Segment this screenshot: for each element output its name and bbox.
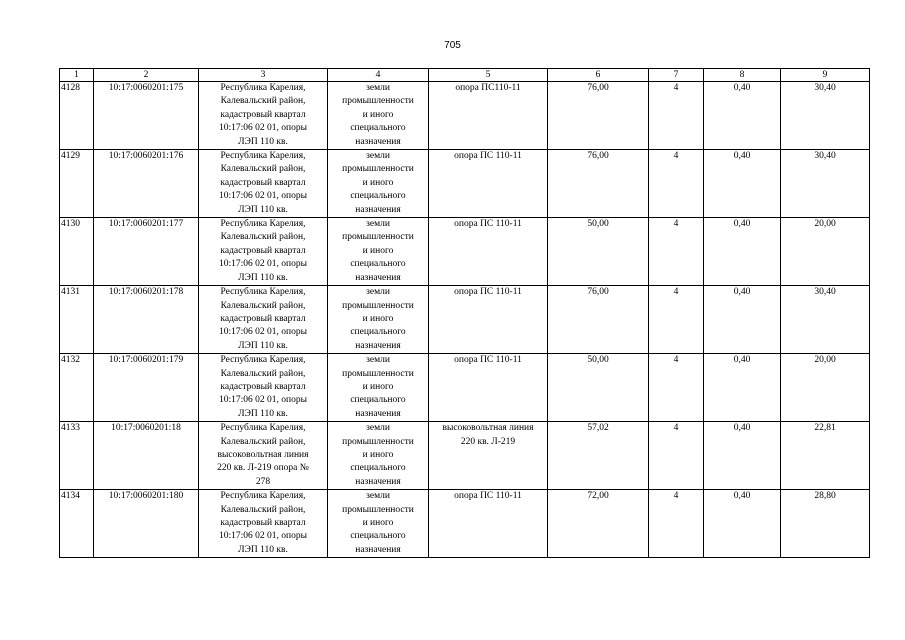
address-cell-line: Республика Карелия,: [220, 491, 306, 502]
land-category-cell-line: промышленности: [342, 368, 414, 379]
col7-cell: 4: [649, 286, 704, 354]
address-cell-line: 10:17:06 02 01, опоры: [219, 395, 307, 406]
land-category-cell-line: назначения: [355, 544, 401, 555]
table-row: [60, 150, 870, 218]
table-row: [60, 422, 870, 490]
area-cell: 50,00: [548, 354, 649, 422]
row-number-cell: 4132: [60, 354, 94, 422]
address-cell-line: ЛЭП 110 кв.: [238, 272, 288, 283]
object-cell-line: опора ПС 110-11: [454, 151, 522, 162]
address-cell-line: ЛЭП 110 кв.: [238, 340, 288, 351]
address-cell-line: высоковольтная линия: [217, 449, 309, 460]
land-category-cell-line: промышленности: [342, 164, 414, 175]
page-number: 705: [444, 40, 461, 51]
land-category-cell-line: промышленности: [342, 436, 414, 447]
address-cell-line: ЛЭП 110 кв.: [238, 204, 288, 215]
column-header: 7: [649, 69, 704, 82]
col7-cell: 4: [649, 150, 704, 218]
row-number-cell: 4131: [60, 286, 94, 354]
address-cell-line: Калевальский район,: [220, 368, 306, 379]
col8-cell: 0,40: [704, 286, 781, 354]
address-cell-line: Калевальский район,: [220, 232, 306, 243]
col7-cell: 4: [649, 354, 704, 422]
area-cell: 57,02: [548, 422, 649, 490]
cadastral-number-cell: 10:17:0060201:18: [94, 422, 199, 490]
address-cell-line: Калевальский район,: [220, 436, 306, 447]
col8-cell: 0,40: [704, 354, 781, 422]
table-row: [60, 286, 870, 354]
address-cell-line: 10:17:06 02 01, опоры: [219, 123, 307, 134]
land-category-cell-line: земли: [366, 151, 390, 162]
object-cell-line: 220 кв. Л-219: [460, 436, 516, 447]
col8-cell: 0,40: [704, 150, 781, 218]
address-cell-line: кадастровый квартал: [220, 518, 306, 528]
column-header: 4: [328, 69, 429, 82]
land-category-cell-line: земли: [366, 491, 390, 502]
column-header: 9: [781, 69, 870, 82]
col8-cell: 0,40: [704, 422, 781, 490]
address-cell-line: 220 кв. Л-219 опора №: [217, 463, 309, 474]
column-header: 2: [94, 69, 199, 82]
area-cell: 76,00: [548, 150, 649, 218]
address-cell-line: Калевальский район,: [220, 96, 306, 107]
land-category-cell-line: назначения: [355, 340, 401, 351]
land-category-cell-line: специального: [350, 395, 406, 406]
column-header: 1: [60, 69, 94, 82]
col8-cell: 0,40: [704, 82, 781, 150]
col7-cell: 4: [649, 490, 704, 558]
address-cell: [199, 218, 328, 286]
land-category-cell-line: специального: [350, 531, 406, 542]
land-category-cell-line: назначения: [355, 136, 401, 147]
column-header: 8: [704, 69, 781, 82]
address-cell-line: кадастровый квартал: [220, 313, 306, 324]
land-category-cell-line: назначения: [355, 476, 401, 487]
land-category-cell-line: и иного: [362, 177, 394, 188]
address-cell: [199, 286, 328, 354]
col8-cell: 0,40: [704, 490, 781, 558]
land-category-cell-line: специального: [350, 123, 406, 134]
address-cell-line: ЛЭП 110 кв.: [238, 136, 288, 147]
land-category-cell: [328, 422, 429, 490]
address-cell-line: 10:17:06 02 01, опоры: [219, 327, 307, 338]
land-category-cell-line: земли: [366, 219, 390, 230]
address-cell-line: Республика Карелия,: [220, 287, 306, 298]
object-cell-line: опора ПС 110-11: [454, 355, 522, 366]
area-cell: 76,00: [548, 286, 649, 354]
land-category-cell-line: назначения: [355, 272, 401, 283]
land-category-cell-line: земли: [366, 83, 390, 93]
cadastral-number-cell: 10:17:0060201:176: [94, 150, 199, 218]
object-cell-line: высоковольтная линия: [442, 423, 534, 434]
column-header: 5: [429, 69, 548, 82]
address-cell: [199, 82, 328, 150]
land-category-cell: [328, 218, 429, 286]
col7-cell: 4: [649, 82, 704, 150]
address-cell-line: Калевальский район,: [220, 164, 306, 175]
table-row: [60, 218, 870, 286]
land-category-cell-line: земли: [366, 287, 390, 298]
land-category-cell: [328, 354, 429, 422]
col7-cell: 4: [649, 218, 704, 286]
address-cell-line: кадастровый квартал: [220, 109, 306, 120]
address-cell: [199, 422, 328, 490]
land-category-cell: [328, 150, 429, 218]
area-cell: 72,00: [548, 490, 649, 558]
address-cell-line: кадастровый квартал: [220, 245, 306, 256]
object-cell-line: опора ПС 110-11: [454, 287, 522, 298]
object-cell: [429, 218, 548, 286]
cadastral-number-cell: 10:17:0060201:180: [94, 490, 199, 558]
land-category-cell-line: специального: [350, 191, 406, 202]
land-category-cell-line: назначения: [355, 204, 401, 215]
col9-cell: 28,80: [781, 490, 870, 558]
address-cell-line: кадастровый квартал: [220, 177, 306, 188]
row-number-cell: 4134: [60, 490, 94, 558]
land-category-cell: [328, 82, 429, 150]
col8-cell: 0,40: [704, 218, 781, 286]
land-category-cell-line: промышленности: [342, 232, 414, 243]
col9-cell: 30,40: [781, 82, 870, 150]
object-cell-line: опора ПС 110-11: [454, 219, 522, 230]
land-category-cell-line: земли: [366, 423, 390, 434]
row-number-cell: 4133: [60, 422, 94, 490]
land-category-cell-line: назначения: [355, 408, 401, 419]
cadastral-number-cell: 10:17:0060201:178: [94, 286, 199, 354]
address-cell-line: Республика Карелия,: [220, 355, 306, 366]
col7-cell: 4: [649, 422, 704, 490]
col9-cell: 20,00: [781, 218, 870, 286]
table-row: [60, 82, 870, 150]
land-category-cell: [328, 490, 429, 558]
column-number-row: [60, 69, 870, 82]
cadastral-number-cell: 10:17:0060201:177: [94, 218, 199, 286]
address-cell: [199, 354, 328, 422]
row-number-cell: 4130: [60, 218, 94, 286]
area-cell: 76,00: [548, 82, 649, 150]
object-cell: [429, 286, 548, 354]
object-cell-line: опора ПС110-11: [455, 83, 521, 93]
land-category-cell-line: промышленности: [342, 96, 414, 107]
table-body: [60, 82, 870, 558]
address-cell-line: 10:17:06 02 01, опоры: [219, 259, 307, 270]
address-cell-line: Калевальский район,: [220, 300, 306, 311]
land-category-cell-line: промышленности: [342, 300, 414, 311]
col9-cell: 20,00: [781, 354, 870, 422]
object-cell: [429, 150, 548, 218]
land-category-cell-line: и иного: [362, 381, 394, 392]
object-cell: [429, 422, 548, 490]
land-category-cell-line: специального: [350, 327, 406, 338]
land-category-cell-line: и иного: [362, 518, 394, 528]
address-cell: [199, 490, 328, 558]
address-cell-line: Калевальский район,: [220, 504, 306, 515]
col9-cell: 30,40: [781, 150, 870, 218]
address-cell-line: ЛЭП 110 кв.: [238, 544, 288, 555]
address-cell-line: кадастровый квартал: [220, 381, 306, 392]
col9-cell: 30,40: [781, 286, 870, 354]
address-cell-line: 278: [255, 476, 271, 487]
land-category-cell-line: земли: [366, 355, 390, 366]
address-cell-line: Республика Карелия,: [220, 151, 306, 162]
land-register-table: [59, 68, 870, 558]
address-cell-line: Республика Карелия,: [220, 423, 306, 434]
address-cell-line: 10:17:06 02 01, опоры: [219, 531, 307, 542]
object-cell-line: опора ПС 110-11: [454, 491, 522, 502]
column-header: 3: [199, 69, 328, 82]
object-cell: [429, 82, 548, 150]
cadastral-number-cell: 10:17:0060201:179: [94, 354, 199, 422]
land-category-cell-line: промышленности: [342, 504, 414, 515]
col9-cell: 22,81: [781, 422, 870, 490]
address-cell-line: Республика Карелия,: [220, 219, 306, 230]
address-cell-line: ЛЭП 110 кв.: [238, 408, 288, 419]
land-category-cell: [328, 286, 429, 354]
cadastral-number-cell: 10:17:0060201:175: [94, 82, 199, 150]
table-row: [60, 490, 870, 558]
address-cell-line: Республика Карелия,: [220, 83, 306, 93]
area-cell: 50,00: [548, 218, 649, 286]
row-number-cell: 4129: [60, 150, 94, 218]
land-category-cell-line: и иного: [362, 245, 394, 256]
row-number-cell: 4128: [60, 82, 94, 150]
land-category-cell-line: специального: [350, 259, 406, 270]
land-category-cell-line: и иного: [362, 449, 394, 460]
object-cell: [429, 490, 548, 558]
address-cell: [199, 150, 328, 218]
address-cell-line: 10:17:06 02 01, опоры: [219, 191, 307, 202]
object-cell: [429, 354, 548, 422]
land-category-cell-line: и иного: [362, 109, 394, 120]
land-category-cell-line: и иного: [362, 313, 394, 324]
table-row: [60, 354, 870, 422]
column-header: 6: [548, 69, 649, 82]
land-category-cell-line: специального: [350, 463, 406, 474]
